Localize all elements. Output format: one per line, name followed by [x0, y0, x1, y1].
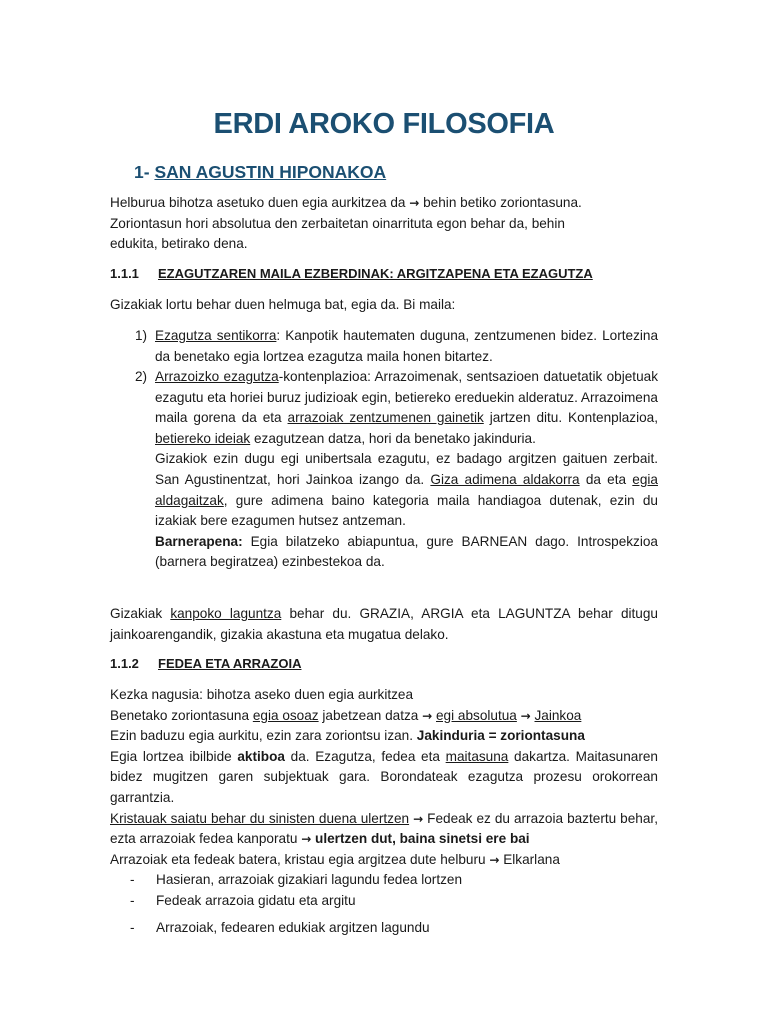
s112-body [110, 685, 658, 870]
term: kanpoko laguntza [170, 606, 282, 621]
item-text: , gure adimena baino kategoria maila handiagoa dutenak, ezin du izakiak bere ezagumen hutsez antzeman. [155, 492, 658, 529]
bold-term: Barnerapena: [155, 533, 243, 549]
line-text: Benetako zoriontasuna [110, 707, 253, 723]
line-text: Arrazoiak eta fedeak batera, kristau egia argitzea dute helburu [110, 851, 490, 867]
term: Ezagutza sentikorra [155, 328, 277, 343]
arrow-right-icon: → [520, 708, 531, 723]
subsection-number: 1.1.1 [110, 266, 139, 281]
grazia-paragraph [110, 604, 658, 645]
intro-text: Zoriontasun hori absolutua den zerbaitetan oinarrituta egon behar da, behin [110, 215, 565, 231]
term: egi absolutua [436, 707, 517, 723]
line-text: Egia lortzea ibilbide [110, 748, 238, 764]
item-text: ezagutzean datza, hori da benetako jakinduria. [250, 430, 536, 446]
subsection-label: EZAGUTZAREN MAILA EZBERDINAK: ARGITZAPENA ETA EZAGUTZA [158, 266, 593, 281]
bold-term: aktiboa [237, 748, 285, 764]
line-text: dakartza. Maitasunaren bidez mugitzen garen subjektuak gara. Borondateak ezagutza prozesu orokorrean garrantzia. [110, 748, 658, 805]
list-item [135, 326, 658, 367]
line-text: Kezka nagusia: bihotza aseko duen egia aurkitzea [110, 687, 414, 702]
intro-text: behin betiko zoriontasuna. [423, 195, 582, 210]
dash-text: Fedeak arrazoia gidatu eta argitu [156, 893, 356, 908]
line-text: jabetzean datza [318, 707, 423, 723]
subsection-label: FEDEA ETA ARRAZOIA [158, 656, 302, 671]
intro-text: edukita, betirako dena. [110, 236, 248, 252]
dash-text: Arrazoiak, fedearen edukiak argitzen lagundu [156, 920, 430, 935]
list-number: 1) [135, 328, 148, 343]
arrow-right-icon: → [301, 832, 312, 847]
term: Giza adimena aldakorra [430, 471, 580, 487]
line-text: Fedeak ez du arrazoia baztertu behar, ezta arrazoiak fedea kanporatu [110, 810, 658, 847]
list-number: 2) [135, 369, 148, 384]
dash-bullet: - [130, 893, 135, 908]
term: Jainkoa [534, 707, 582, 723]
section-number: 1- [134, 162, 150, 182]
term: egia aldagaitzak [155, 471, 658, 508]
s111-intro: Gizakiak lortu behar duen helmuga bat, egia da. Bi maila: [110, 297, 456, 312]
term: egia osoaz [252, 707, 319, 723]
arrow-right-icon: → [413, 811, 424, 826]
arrow-right-icon: → [489, 852, 500, 867]
section-label: SAN AGUSTIN HIPONAKOA [154, 162, 387, 182]
item-text: jartzen ditu. Kontenplazioa, [483, 410, 658, 426]
dash-bullet: - [130, 872, 135, 887]
term: betiereko ideiak [155, 430, 251, 446]
arrow-right-icon: → [422, 708, 433, 723]
dash-list-item [130, 918, 430, 939]
item-text: -kontenplazioa: Arrazoimenak, sentsazioen datuetatik objetuak ezagutu eta horiei buruz judizioak egin, betiereko ereduekin alderatuz. Arrazoimena maila gorena da eta [155, 369, 658, 426]
term: arrazoiak zentzumenen gainetik [287, 410, 484, 426]
arrow-right-icon: → [409, 196, 420, 210]
intro-text: Helburua bihotza asetuko duen egia aurkitzea da [110, 195, 406, 210]
line-text: da. Ezagutza, fedea eta [284, 748, 446, 764]
item-text: : Kanpotik hautematen duguna, zentzumenen bidez. Lortezina da benetako egia lortzea ezagutza maila honen bitartez. [155, 328, 659, 364]
term: Arrazoizko ezagutza [155, 369, 279, 384]
dash-bullet: - [130, 920, 135, 935]
bold-term: ulertzen dut, baina sinetsi ere bai [315, 831, 530, 847]
list-item [135, 367, 658, 573]
bold-term: Jakinduria = zoriontasuna [416, 728, 585, 744]
dash-list-item [130, 891, 356, 912]
term: Kristauak saiatu behar du sinisten duena ulertzen [110, 810, 410, 826]
subsection-heading-111 [110, 266, 593, 281]
dash-list-item [130, 870, 462, 891]
item-text: Gizakiok ezin dugu egi unibertsala ezagutu, ez badago argitzen gaituen zerbait. San Agustinentzat, hori Jainkoa izango da. [155, 451, 658, 487]
line-text: Elkarlana [503, 851, 560, 867]
page-title: ERDI AROKO FILOSOFIA [213, 108, 555, 140]
section-heading-1 [134, 162, 386, 183]
para-text: behar du. GRAZIA, ARGIA eta LAGUNTZA behar ditugu jainkoarengandik, gizakia akastuna eta mugatua delako. [110, 606, 658, 642]
dash-text: Hasieran, arrazoiak gizakiari lagundu fedea lortzen [156, 872, 463, 887]
subsection-heading-112 [110, 656, 301, 671]
term: maitasuna [445, 748, 509, 764]
line-text: Ezin baduzu egia aurkitu, ezin zara zoriontsu izan. [110, 728, 417, 744]
para-text: Gizakiak [110, 606, 171, 621]
item-text: da eta [579, 471, 633, 487]
item-text: Egia bilatzeko abiapuntua, gure BARNEAN dago. Introspekzioa (barnera begiratzea) ezinbestekoa da. [155, 533, 658, 570]
intro-paragraph [110, 193, 658, 255]
subsection-number: 1.1.2 [110, 656, 139, 671]
